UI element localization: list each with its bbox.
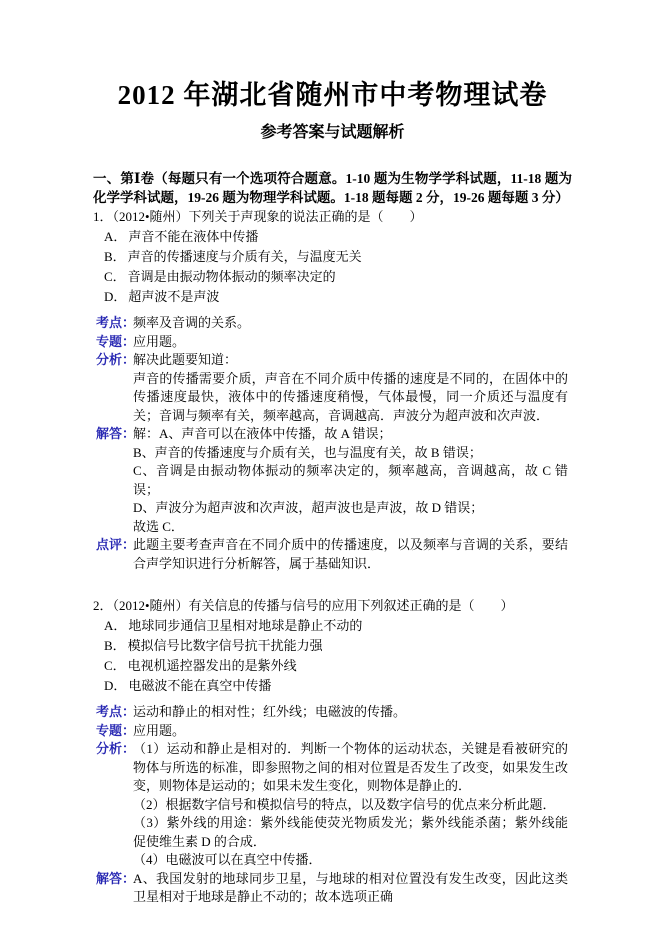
jieda-row: [96, 425, 568, 536]
kaodian-text: 频率及音调的关系。: [133, 315, 251, 330]
fenxi-line: （2）根据数字信号和模拟信号的特点，以及数字信号的优点来分析此题．: [133, 796, 556, 812]
question-block-1: [93, 207, 572, 573]
jieda-content: [133, 870, 568, 907]
jieda-line: 故选 C．: [133, 518, 184, 534]
question-1-stem: 1．（2012•随州）下列关于声现象的说法正确的是（ ）: [93, 209, 423, 224]
jieda-line: A、我国发射的地球同步卫星，与地球的相对位置没有发生改变，因此这类卫星相对于地球是静止不动的；故本选项正确: [133, 870, 568, 904]
option-key: D．: [104, 289, 127, 304]
zhuanti-content: [133, 722, 568, 741]
question-1-analysis-table: [96, 314, 568, 573]
option-row-a: [93, 227, 572, 247]
option-text: 模拟信号比数字信号抗干扰能力强: [127, 638, 323, 653]
dianping-content: [133, 536, 568, 573]
fenxi-content: [133, 351, 568, 425]
option-key: C．: [104, 658, 126, 673]
dianping-label: 点评：: [96, 537, 136, 552]
fenxi-line: （1）运动和静止是相对的．判断一个物体的运动状态，关键是看被研究的物体与所选的标准，即参照物之间的相对位置是否发生了改变，如果发生改变，则物体是运动的；如果未发生变化，则物体是静止的．: [133, 741, 568, 793]
fenxi-row: [96, 351, 568, 425]
option-key: B．: [104, 638, 126, 653]
jieda-line: D、声波分为超声波和次声波，超声波也是声波，故 D 错误；: [133, 500, 484, 515]
fenxi-line: （3）紫外线的用途：紫外线能使荧光物质发光；紫外线能杀菌；紫外线能促使维生素 D 的合成．: [133, 815, 568, 849]
kaodian-row: [96, 703, 568, 722]
kaodian-row: [96, 314, 568, 333]
question-2-options: [93, 616, 572, 696]
option-text: 电磁波不能在真空中传播: [128, 678, 272, 693]
option-row-c: [93, 656, 572, 676]
question-block-2: [93, 596, 572, 907]
option-key: A．: [104, 618, 127, 633]
option-text: 电视机遥控器发出的是紫外线: [127, 658, 297, 673]
option-row-b: [93, 247, 572, 267]
jieda-line: 解：A、声音可以在液体中传播，故 A 错误；: [133, 426, 392, 441]
question-2-stem: 2．（2012•随州）有关信息的传播与信号的应用下列叙述正确的是（ ）: [93, 598, 514, 613]
jieda-line: C、音调是由振动物体振动的频率决定的，频率越高，音调越高，故 C 错误；: [133, 463, 568, 497]
option-text: 声音的传播速度与介质有关，与温度无关: [127, 249, 362, 264]
fenxi-line: 解决此题要知道：: [133, 352, 238, 367]
fenxi-line: 声音的传播需要介质，声音在不同介质中传播的速度是不同的，在固体中的传播速度最快，液体中的传播速度稍慢，气体最慢，同一介质还与温度有关；音调与频率有关，频率越高，音调越高．声波分为超声波和次声波．: [133, 370, 568, 423]
jieda-content: [133, 425, 568, 536]
fenxi-line: （4）电磁波可以在真空中传播．: [133, 852, 322, 867]
kaodian-text: 运动和静止的相对性；红外线；电磁波的传播。: [133, 704, 407, 719]
zhuanti-text: 应用题。: [133, 333, 186, 349]
fenxi-label: 分析：: [96, 352, 136, 367]
dianping-row: [96, 536, 568, 573]
option-text: 地球同步通信卫星相对地球是静止不动的: [128, 618, 363, 633]
kaodian-label: 考点：: [96, 704, 136, 719]
zhuanti-content: [133, 333, 568, 352]
option-text: 超声波不是声波: [128, 289, 220, 304]
zhuanti-row: [96, 722, 568, 741]
fenxi-row: [96, 740, 568, 870]
option-key: D．: [104, 678, 127, 693]
jieda-line: B、声音的传播速度与介质有关，也与温度有关，故 B 错误；: [133, 444, 482, 460]
option-row-c: [93, 267, 572, 287]
option-row-a: [93, 616, 572, 636]
question-1-options: [93, 227, 572, 307]
option-row-d: [93, 676, 572, 696]
jieda-label: 解答：: [96, 870, 136, 886]
dianping-text: 此题主要考查声音在不同介质中的传播速度，以及频率与音调的关系，要结合声学知识进行分析解答，属于基础知识．: [133, 537, 568, 571]
option-key: A．: [104, 229, 127, 244]
option-key: B．: [104, 249, 126, 264]
option-key: C．: [104, 269, 126, 284]
zhuanti-text: 应用题。: [133, 722, 186, 738]
fenxi-label: 分析：: [96, 741, 136, 756]
kaodian-label: 考点：: [96, 315, 136, 330]
jieda-row: [96, 870, 568, 907]
kaodian-content: [133, 703, 568, 722]
section-header: 一、第Ⅰ卷（每题只有一个选项符合题意。1-10 题为生物学学科试题，11-18 题为化学学科试题，19-26 题为物理学科试题。1-18 题每题 2 分，19-26 题每题 3 分）: [93, 171, 572, 205]
option-row-d: [93, 287, 572, 307]
option-text: 音调是由振动物体振动的频率决定的: [127, 269, 336, 284]
jieda-label: 解答：: [96, 426, 136, 441]
page-title: 2012 年湖北省随州市中考物理试卷: [117, 80, 548, 110]
zhuanti-label: 专题：: [96, 722, 136, 738]
option-text: 声音不能在液体中传播: [128, 229, 259, 244]
zhuanti-label: 专题：: [96, 333, 136, 349]
kaodian-content: [133, 314, 568, 333]
question-2-analysis-table: [96, 703, 568, 907]
page-subtitle: 参考答案与试题解析: [260, 124, 405, 141]
fenxi-content: [133, 740, 568, 870]
zhuanti-row: [96, 333, 568, 352]
option-row-b: [93, 636, 572, 656]
